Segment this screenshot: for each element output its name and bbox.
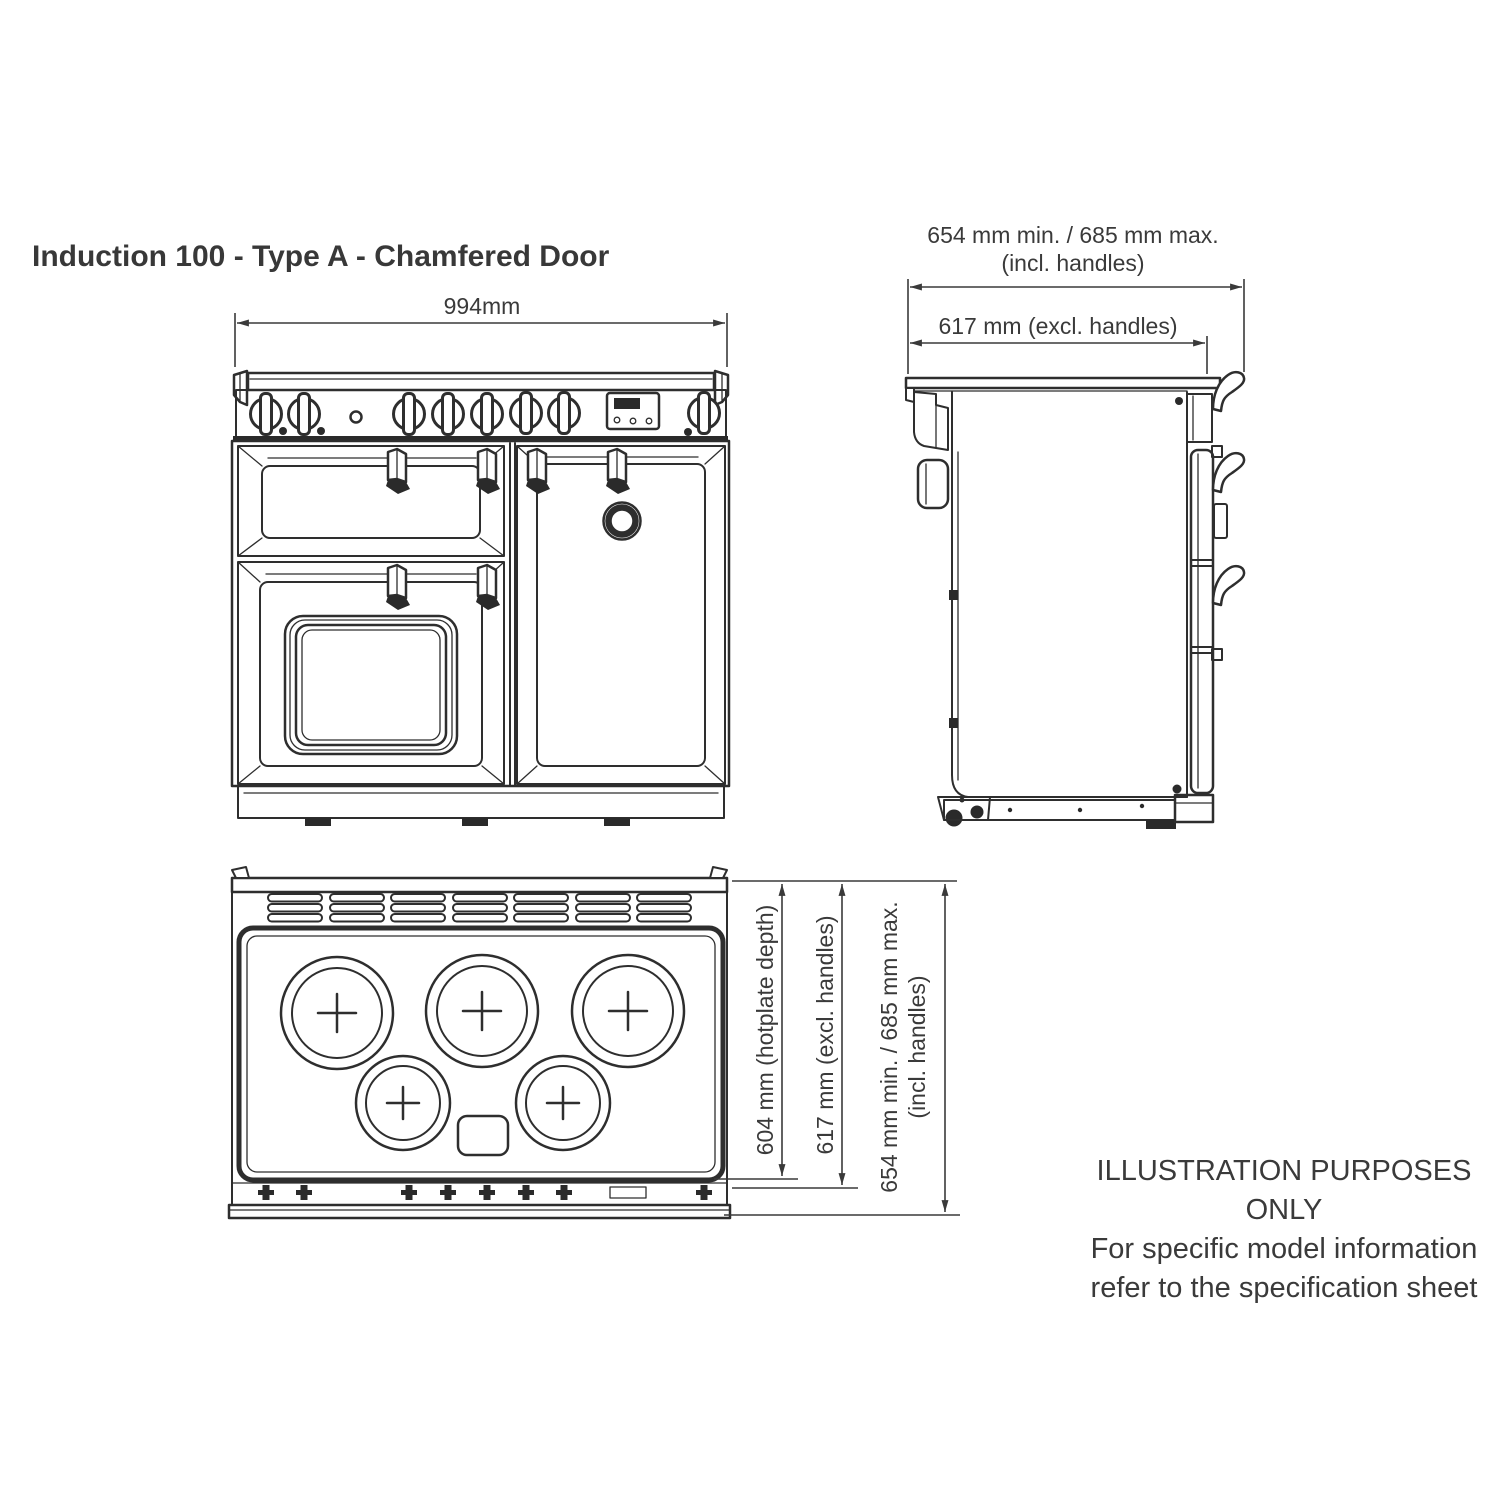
top-depth-excl-label: 617 mm (excl. handles) — [812, 915, 838, 1155]
side-depth-incl-note: (incl. handles) — [1001, 250, 1145, 276]
hotplate — [239, 928, 723, 1180]
induction-zone-large-center — [426, 955, 538, 1067]
knob-6 — [511, 393, 542, 434]
disclaimer-line-3: refer to the specification sheet — [1090, 1272, 1478, 1304]
top-depth-dimensions — [714, 881, 960, 1215]
oven-window — [285, 616, 457, 754]
oven-door-handle-bracket-right — [476, 565, 500, 610]
side-depth-excl-label: 617 mm (excl. handles) — [938, 313, 1178, 339]
induction-zone-large-left — [281, 957, 393, 1069]
top-hotplate-depth-label: 604 mm (hotplate depth) — [752, 904, 778, 1156]
induction-zone-small-left — [356, 1056, 450, 1150]
induction-zone-large-right — [572, 955, 684, 1067]
panel-button — [351, 412, 362, 423]
front-center-divider — [510, 443, 515, 786]
grill-door-handle-bracket-left — [386, 449, 410, 494]
side-worktop — [906, 378, 1220, 402]
front-control-panel — [236, 390, 726, 437]
disclaimer-line-1: ILLUSTRATION PURPOSES ONLY — [1096, 1155, 1472, 1226]
clock-display — [607, 393, 659, 429]
top-front-rail — [229, 1205, 730, 1218]
right-door-handle-bracket-right — [606, 449, 630, 494]
top-view — [229, 867, 960, 1218]
door-badge — [604, 503, 641, 540]
hob-control-pad — [458, 1116, 508, 1155]
top-knob-row — [232, 1183, 727, 1200]
knob-5 — [472, 394, 503, 435]
side-base — [938, 795, 1213, 829]
front-width-dimension — [235, 293, 727, 367]
side-depth-dimensions — [908, 222, 1244, 374]
front-width-label: 994mm — [443, 293, 521, 319]
disclaimer-text — [1072, 1152, 1496, 1308]
page-title: Induction 100 - Type A - Chamfered Door — [32, 240, 610, 273]
knob-4 — [433, 394, 464, 435]
side-handle-bottom — [1213, 566, 1244, 605]
grill-door — [238, 446, 504, 556]
disclaimer-line-2: For specific model information — [1090, 1233, 1478, 1265]
right-oven-door — [517, 446, 725, 784]
side-handle-middle — [1213, 453, 1244, 492]
top-depth-incl-note: (incl. handles) — [904, 975, 930, 1119]
left-oven-door — [238, 562, 504, 784]
grill-door-handle-bracket-right — [476, 449, 500, 494]
induction-zone-small-right — [516, 1056, 610, 1150]
front-plinth — [238, 786, 724, 826]
knob-1 — [251, 394, 282, 435]
side-depth-incl-label: 654 mm min. / 685 mm max. — [927, 222, 1219, 248]
front-view — [232, 293, 729, 826]
side-rear-panel — [914, 392, 968, 797]
knob-7 — [549, 393, 580, 434]
knob-2 — [289, 394, 320, 435]
right-door-handle-bracket-left — [526, 449, 550, 494]
side-view — [906, 222, 1244, 829]
side-front-face — [1173, 372, 1245, 797]
knob-3 — [394, 394, 425, 435]
top-depth-incl-label: 654 mm min. / 685 mm max. — [876, 901, 902, 1193]
oven-door-handle-bracket-left — [386, 565, 410, 610]
